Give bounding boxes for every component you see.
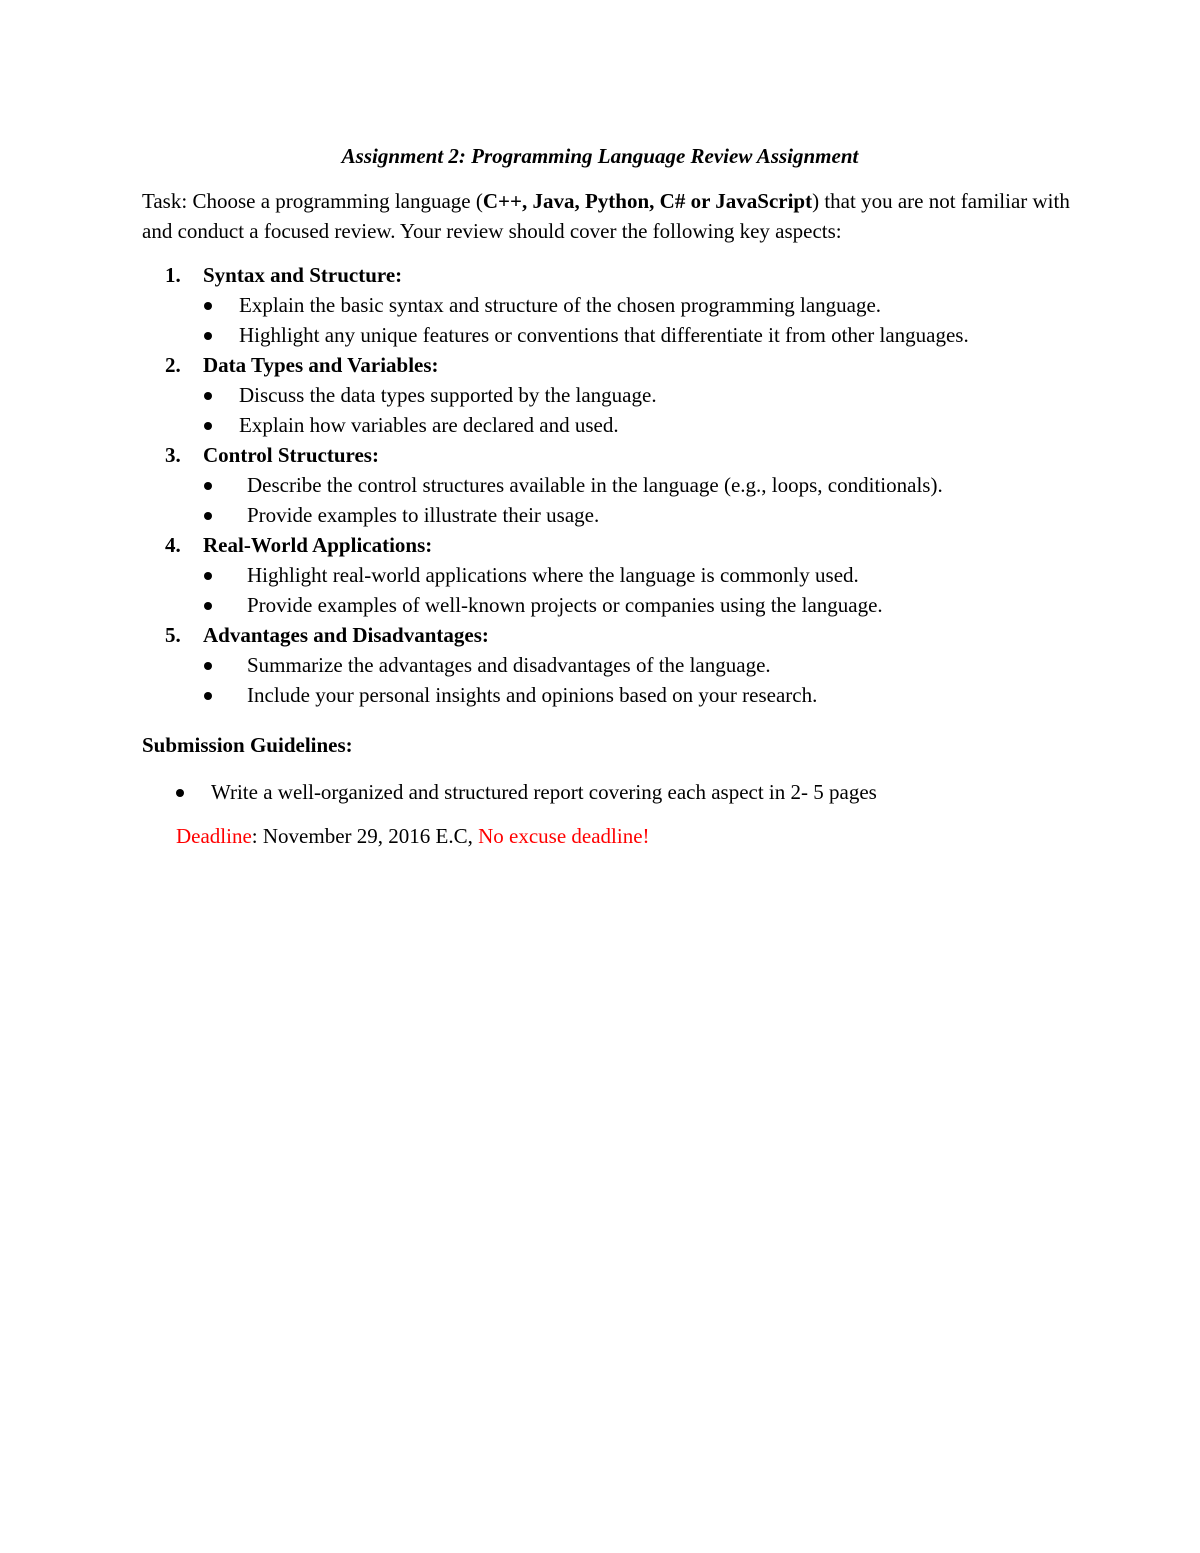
aspect-item xyxy=(0,440,1200,530)
aspect-heading xyxy=(0,620,1200,650)
bullet-dot-icon xyxy=(204,692,212,700)
aspect-item xyxy=(0,530,1200,620)
bullet-dot-icon xyxy=(204,392,212,400)
task-languages: C++, Java, Python, C# or JavaScript xyxy=(482,189,813,213)
aspect-number: 4. xyxy=(165,533,181,557)
task-suffix: ) that you are not familiar with and conduct a focused review. Your review should cover the following key aspects: xyxy=(142,189,1070,243)
aspect-bullet xyxy=(0,560,1200,590)
bullet-text: Discuss the data types supported by the language. xyxy=(239,383,657,407)
aspect-heading xyxy=(0,440,1200,470)
aspect-heading xyxy=(0,260,1200,290)
aspect-bullet xyxy=(0,290,1200,320)
aspect-title: Syntax and Structure: xyxy=(203,263,403,287)
submission-bullet xyxy=(0,777,1200,807)
submission-heading: Submission Guidelines: xyxy=(142,733,353,757)
aspect-bullet xyxy=(0,320,1200,350)
task-prefix: Task: Choose a programming language ( xyxy=(142,189,483,213)
aspect-title: Real-World Applications: xyxy=(203,533,433,557)
bullet-dot-icon xyxy=(204,662,212,670)
bullet-text: Provide examples of well-known projects or companies using the language. xyxy=(247,593,883,617)
aspect-number: 3. xyxy=(165,443,181,467)
bullet-text: Provide examples to illustrate their usage. xyxy=(247,503,600,527)
aspect-heading xyxy=(0,530,1200,560)
bullet-dot-icon xyxy=(204,512,212,520)
aspect-item xyxy=(0,260,1200,350)
aspects-list xyxy=(0,260,1200,710)
document-title: Assignment 2: Programming Language Review Assignment xyxy=(341,144,859,168)
bullet-dot-icon xyxy=(176,789,184,797)
aspect-bullet xyxy=(0,650,1200,680)
aspect-bullet xyxy=(0,410,1200,440)
bullet-dot-icon xyxy=(204,602,212,610)
aspect-bullets xyxy=(0,380,1200,440)
aspect-heading xyxy=(0,350,1200,380)
aspect-number: 2. xyxy=(165,353,181,377)
aspect-bullet xyxy=(0,590,1200,620)
bullet-dot-icon xyxy=(204,332,212,340)
deadline-warning: No excuse deadline! xyxy=(478,824,650,848)
bullet-text: Highlight any unique features or conventions that differentiate it from other languages. xyxy=(239,323,969,347)
aspect-item xyxy=(0,350,1200,440)
aspect-bullets xyxy=(0,470,1200,530)
bullet-text: Include your personal insights and opinions based on your research. xyxy=(247,683,818,707)
aspect-bullet xyxy=(0,470,1200,500)
aspect-title: Data Types and Variables: xyxy=(203,353,439,377)
task-paragraph xyxy=(142,186,1072,246)
bullet-text: Explain how variables are declared and used. xyxy=(239,413,619,437)
bullet-text: Describe the control structures available in the language (e.g., loops, conditionals). xyxy=(247,473,943,497)
deadline-label: Deadline xyxy=(176,824,252,848)
aspect-bullets xyxy=(0,650,1200,710)
bullet-dot-icon xyxy=(204,302,212,310)
aspect-bullet xyxy=(0,680,1200,710)
bullet-text: Highlight real-world applications where the language is commonly used. xyxy=(247,563,859,587)
aspect-bullet xyxy=(0,380,1200,410)
deadline-line xyxy=(176,821,650,851)
bullet-dot-icon xyxy=(204,572,212,580)
aspect-bullet xyxy=(0,500,1200,530)
bullet-dot-icon xyxy=(204,482,212,490)
aspect-number: 5. xyxy=(165,623,181,647)
aspect-number: 1. xyxy=(165,263,181,287)
bullet-dot-icon xyxy=(204,422,212,430)
deadline-date: : November 29, 2016 E.C, xyxy=(251,824,479,848)
bullet-text: Summarize the advantages and disadvantages of the language. xyxy=(247,653,771,677)
aspect-title: Advantages and Disadvantages: xyxy=(203,623,489,647)
submission-bullet-text: Write a well-organized and structured report covering each aspect in 2- 5 pages xyxy=(211,780,877,804)
aspect-item xyxy=(0,620,1200,710)
aspect-bullets xyxy=(0,290,1200,350)
aspect-title: Control Structures: xyxy=(203,443,379,467)
aspect-bullets xyxy=(0,560,1200,620)
bullet-text: Explain the basic syntax and structure of the chosen programming language. xyxy=(239,293,882,317)
